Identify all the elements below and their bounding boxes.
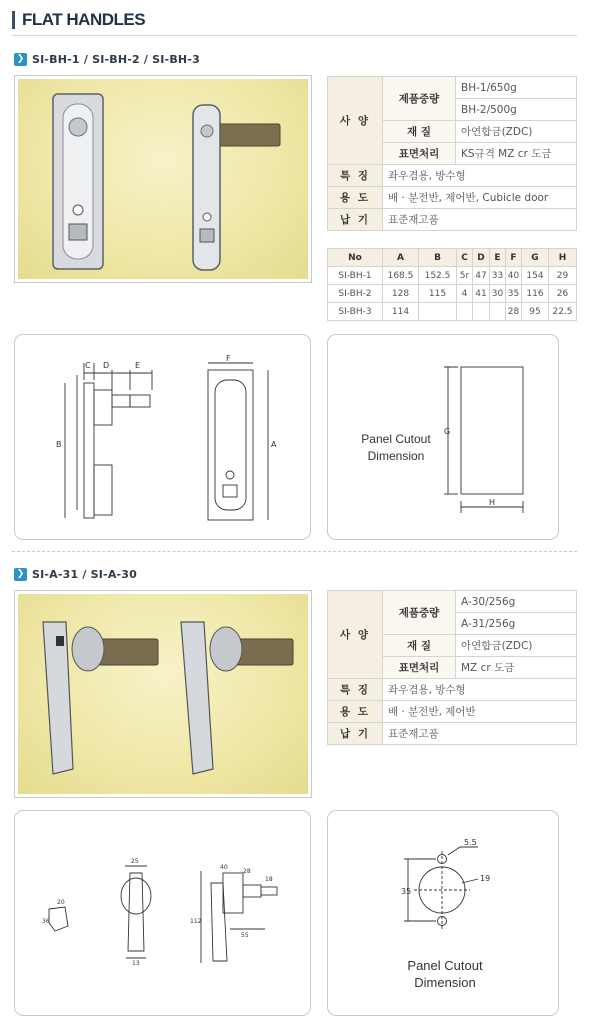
dim-cell: 152.5 xyxy=(419,267,457,285)
dim-header: H xyxy=(549,249,577,267)
feature-value: 좌우겸용, 방수형 xyxy=(383,679,577,701)
dim-cell: 168.5 xyxy=(383,267,419,285)
dim-cell: 29 xyxy=(549,267,577,285)
dim-cell xyxy=(490,303,506,321)
dim-cell: 33 xyxy=(490,267,506,285)
weight-label: 제품중량 xyxy=(383,591,456,635)
dim-cell: 4 xyxy=(457,285,473,303)
section-heading-bh xyxy=(14,51,200,67)
dim-label-f: F xyxy=(226,354,231,363)
section-heading-text: SI-BH-1 / SI-BH-2 / SI-BH-3 xyxy=(32,52,200,66)
section-divider xyxy=(12,551,577,552)
arrow-right-icon: ❯ xyxy=(14,53,27,66)
page-title-bar xyxy=(12,8,577,36)
dim-cell: 128 xyxy=(383,285,419,303)
dim-label-c: C xyxy=(85,361,91,370)
delivery-value: 표준재고품 xyxy=(383,723,577,745)
dim-cell: SI-BH-1 xyxy=(328,267,383,285)
product-photo-a xyxy=(14,590,312,798)
dim-cell: 47 xyxy=(473,267,490,285)
dim-label-20: 20 xyxy=(57,899,65,906)
dim-label-40: 40 xyxy=(220,864,228,871)
dim-cell: 22.5 xyxy=(549,303,577,321)
dim-label-25: 25 xyxy=(131,858,139,865)
dim-label-h: H xyxy=(489,498,496,507)
cutout-label-line2: Dimension xyxy=(367,449,425,463)
dim-cell: 35 xyxy=(506,285,522,303)
dim-label-b: B xyxy=(56,440,62,449)
title-marker xyxy=(12,11,15,29)
dim-label-5-5: 5.5 xyxy=(464,838,477,847)
material-label: 재 질 xyxy=(383,121,456,143)
cutout-label-line1: Panel Cutout xyxy=(407,958,483,973)
dim-label-28: 28 xyxy=(243,868,251,875)
dim-cell: 30 xyxy=(490,285,506,303)
weight-label: 제품중량 xyxy=(383,77,456,121)
feature-label: 특 징 xyxy=(328,679,383,701)
weight-value-1: BH-1/650g xyxy=(456,77,577,99)
dim-label-13: 13 xyxy=(132,960,140,967)
dim-cell: 154 xyxy=(522,267,549,285)
spec-group-label: 사 양 xyxy=(328,591,383,679)
weight-value-2: A-31/256g xyxy=(456,613,577,635)
dim-label-d: D xyxy=(103,361,110,370)
use-value: 배 · 분전반, 제어반 xyxy=(383,701,577,723)
material-value: 아연합금(ZDC) xyxy=(456,635,577,657)
spec-group-label: 사 양 xyxy=(328,77,383,165)
use-label: 용 도 xyxy=(328,701,383,723)
material-value: 아연합금(ZDC) xyxy=(456,121,577,143)
dim-cell: 116 xyxy=(522,285,549,303)
flat-handle-illustration xyxy=(18,79,308,279)
use-label: 용 도 xyxy=(328,187,383,209)
dim-label-55: 55 xyxy=(241,932,249,939)
section-heading-a xyxy=(14,566,137,582)
dim-label-g: G xyxy=(444,427,451,436)
dim-label-35: 35 xyxy=(401,887,412,896)
dim-label-e: E xyxy=(135,361,141,370)
dim-label-36: 36 xyxy=(42,918,50,925)
material-label: 재 질 xyxy=(383,635,456,657)
feature-value: 좌우겸용, 방수형 xyxy=(383,165,577,187)
spec-table-bh xyxy=(327,76,577,231)
finish-label: 표면처리 xyxy=(383,657,456,679)
dim-header: F xyxy=(506,249,522,267)
dim-cell: 95 xyxy=(522,303,549,321)
technical-drawing-a xyxy=(14,810,311,1016)
delivery-label: 납 기 xyxy=(328,209,383,231)
dim-cell: 114 xyxy=(383,303,419,321)
delivery-value: 표준재고품 xyxy=(383,209,577,231)
finish-label: 표면처리 xyxy=(383,143,456,165)
dim-header: G xyxy=(522,249,549,267)
dimension-table xyxy=(327,248,577,321)
dim-header: E xyxy=(490,249,506,267)
panel-cutout-drawing-a xyxy=(327,810,559,1016)
dim-header: No xyxy=(328,249,383,267)
dim-cell: 40 xyxy=(506,267,522,285)
delivery-label: 납 기 xyxy=(328,723,383,745)
use-value: 배 · 분전반, 제어반, Cubicle door xyxy=(383,187,577,209)
dim-cell: SI-BH-3 xyxy=(328,303,383,321)
dim-label-112: 112 xyxy=(190,918,202,925)
dim-cell xyxy=(457,303,473,321)
page-title: FLAT HANDLES xyxy=(22,10,146,29)
cutout-label-line2: Dimension xyxy=(414,975,476,990)
dim-cell xyxy=(419,303,457,321)
cutout-label xyxy=(346,431,446,465)
feature-label: 특 징 xyxy=(328,165,383,187)
l-handle-illustration xyxy=(18,594,308,794)
dim-cell xyxy=(473,303,490,321)
spec-table-a xyxy=(327,590,577,745)
panel-cutout-drawing-bh xyxy=(327,334,559,540)
dim-cell: 26 xyxy=(549,285,577,303)
product-photo-bh xyxy=(14,75,312,283)
technical-drawing-bh xyxy=(14,334,311,540)
dim-cell: 5r xyxy=(457,267,473,285)
dim-cell: 115 xyxy=(419,285,457,303)
dim-cell: 41 xyxy=(473,285,490,303)
dim-cell: SI-BH-2 xyxy=(328,285,383,303)
dim-cell: 28 xyxy=(506,303,522,321)
dim-header: A xyxy=(383,249,419,267)
arrow-right-icon: ❯ xyxy=(14,568,27,581)
dim-header: C xyxy=(457,249,473,267)
dim-label-18: 18 xyxy=(265,876,273,883)
weight-value-2: BH-2/500g xyxy=(456,99,577,121)
finish-value: KS규격 MZ cr 도금 xyxy=(456,143,577,165)
dim-label-a: A xyxy=(271,440,277,449)
weight-value-1: A-30/256g xyxy=(456,591,577,613)
finish-value: MZ cr 도금 xyxy=(456,657,577,679)
section-heading-text: SI-A-31 / SI-A-30 xyxy=(32,567,138,581)
dim-header: D xyxy=(473,249,490,267)
cutout-label-line1: Panel Cutout xyxy=(361,432,431,446)
dim-label-19: 19 xyxy=(480,874,491,883)
dim-header: B xyxy=(419,249,457,267)
cutout-label xyxy=(390,957,500,991)
